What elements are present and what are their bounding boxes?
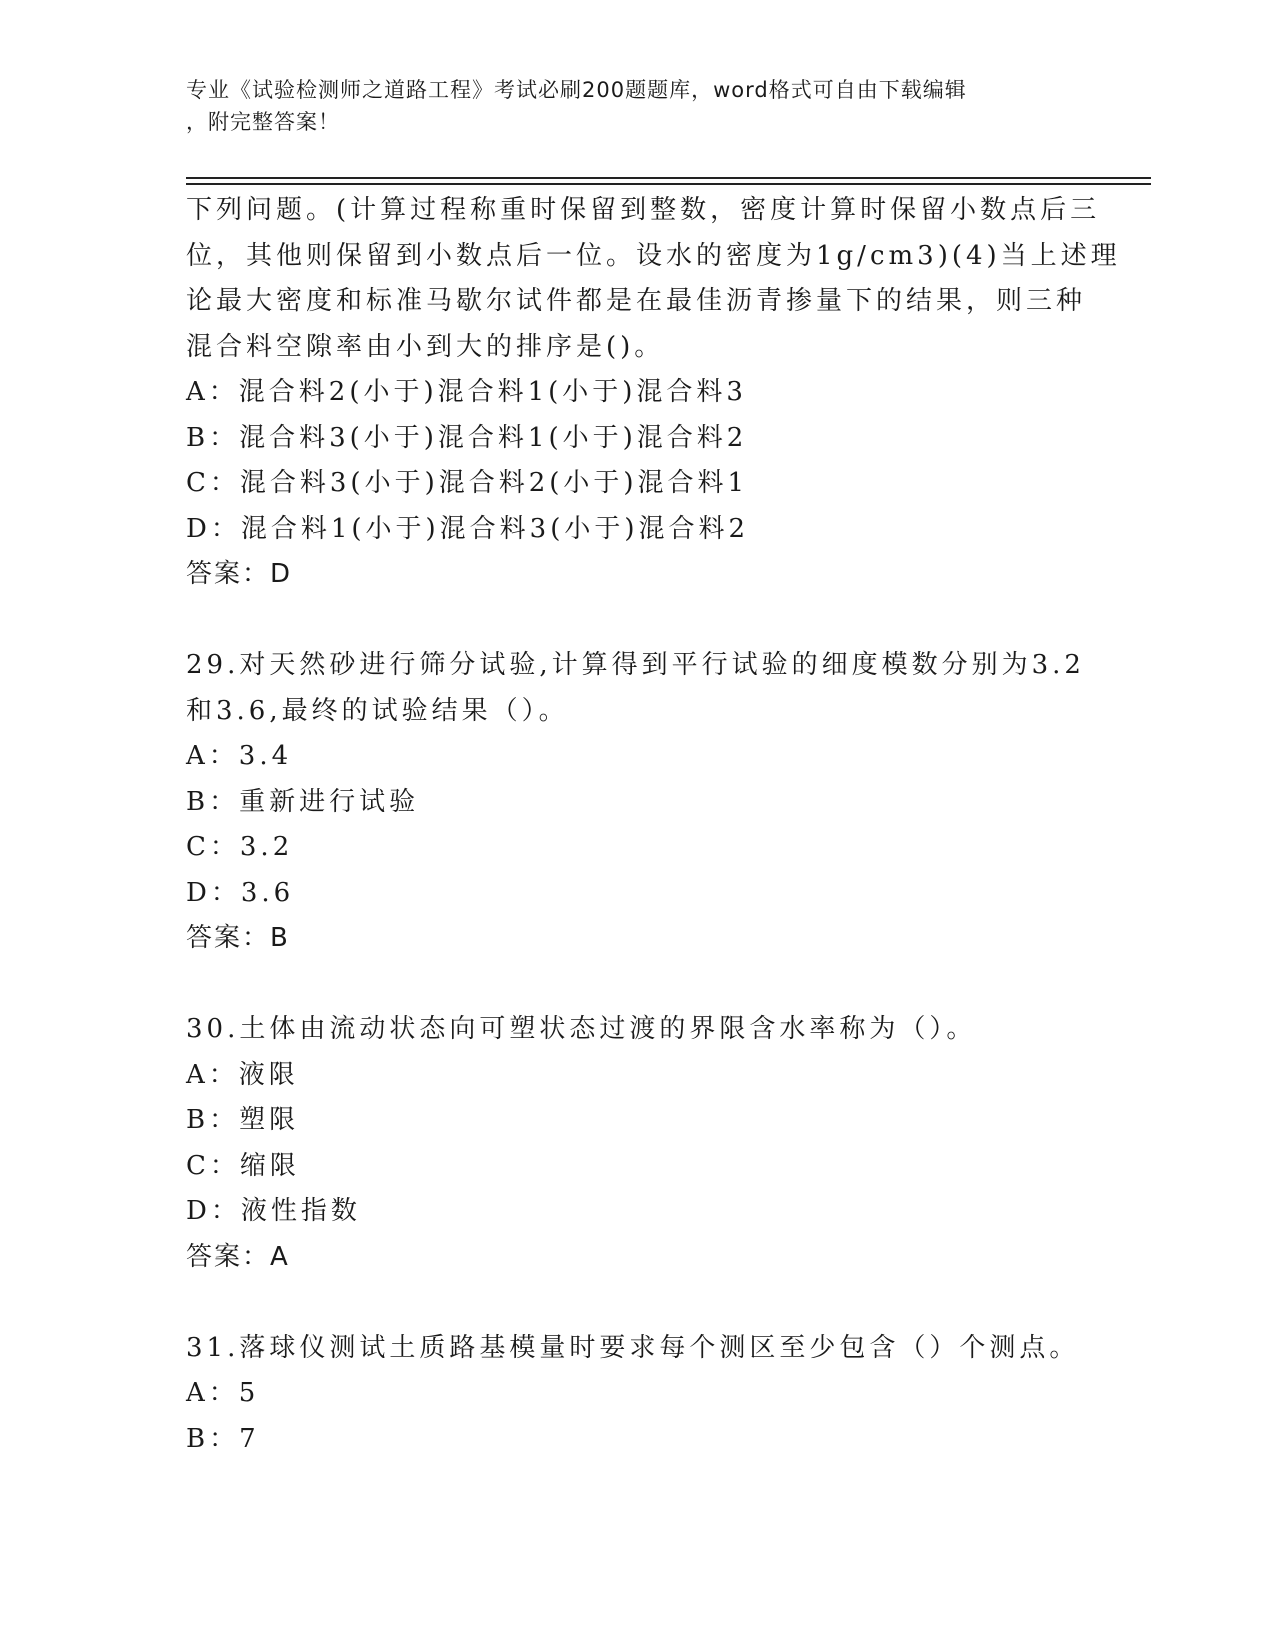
question-block	[186, 1007, 1076, 1280]
option-a: A：液限	[186, 1059, 299, 1090]
header-divider	[186, 177, 1151, 179]
question-block	[186, 1326, 1080, 1463]
question-stem-line: 下列问题。(计算过程称重时保留到整数，密度计算时保留小数点后三	[186, 195, 1101, 225]
header-line: 专业《试验检测师之道路工程》考试必刷200题题库，word格式可自由下载编辑	[186, 78, 967, 102]
answer-line: 答案：D	[186, 559, 293, 589]
question-stem-line: 和3.6,最终的试验结果（）。	[186, 695, 569, 726]
option-a: A：混合料2(小于)混合料1(小于)混合料3	[186, 377, 747, 407]
option-a: A：3.4	[186, 741, 293, 771]
question-block	[186, 188, 1121, 598]
question-stem-line: 论最大密度和标准马歇尔试件都是在最佳沥青掺量下的结果，则三种	[186, 286, 1087, 316]
question-stem-line: 31.落球仪测试土质路基模量时要求每个测区至少包含（）个测点。	[186, 1332, 1080, 1363]
question-stem-line: 混合料空隙率由小到大的排序是()。	[186, 331, 665, 362]
question-stem-line: 30.土体由流动状态向可塑状态过渡的界限含水率称为（）。	[186, 1014, 977, 1044]
option-d: D：混合料1(小于)混合料3(小于)混合料2	[186, 513, 750, 544]
question-block	[186, 643, 1085, 962]
question-stem-line: 位，其他则保留到小数点后一位。设水的密度为1g/cm3)(4)当上述理	[186, 240, 1121, 271]
option-c: C：混合料3(小于)混合料2(小于)混合料1	[186, 468, 749, 498]
option-b: B：混合料3(小于)混合料1(小于)混合料2	[186, 422, 748, 453]
answer-line: 答案：A	[186, 1241, 290, 1272]
option-d: D：液性指数	[186, 1196, 361, 1226]
question-stem-line: 29.对天然砂进行筛分试验,计算得到平行试验的细度模数分别为3.2	[186, 650, 1085, 680]
option-d: D：3.6	[186, 877, 295, 908]
document-header	[186, 74, 1066, 138]
document-body	[186, 188, 1121, 1462]
header-divider	[186, 183, 1151, 185]
option-b: B：7	[186, 1423, 260, 1454]
option-a: A：5	[186, 1378, 260, 1408]
option-c: C：3.2	[186, 832, 294, 862]
answer-line: 答案：B	[186, 923, 290, 953]
option-b: B：塑限	[186, 1105, 300, 1135]
header-line: ，附完整答案！	[186, 110, 340, 134]
option-c: C：缩限	[186, 1150, 300, 1181]
option-b: B：重新进行试验	[186, 786, 420, 817]
